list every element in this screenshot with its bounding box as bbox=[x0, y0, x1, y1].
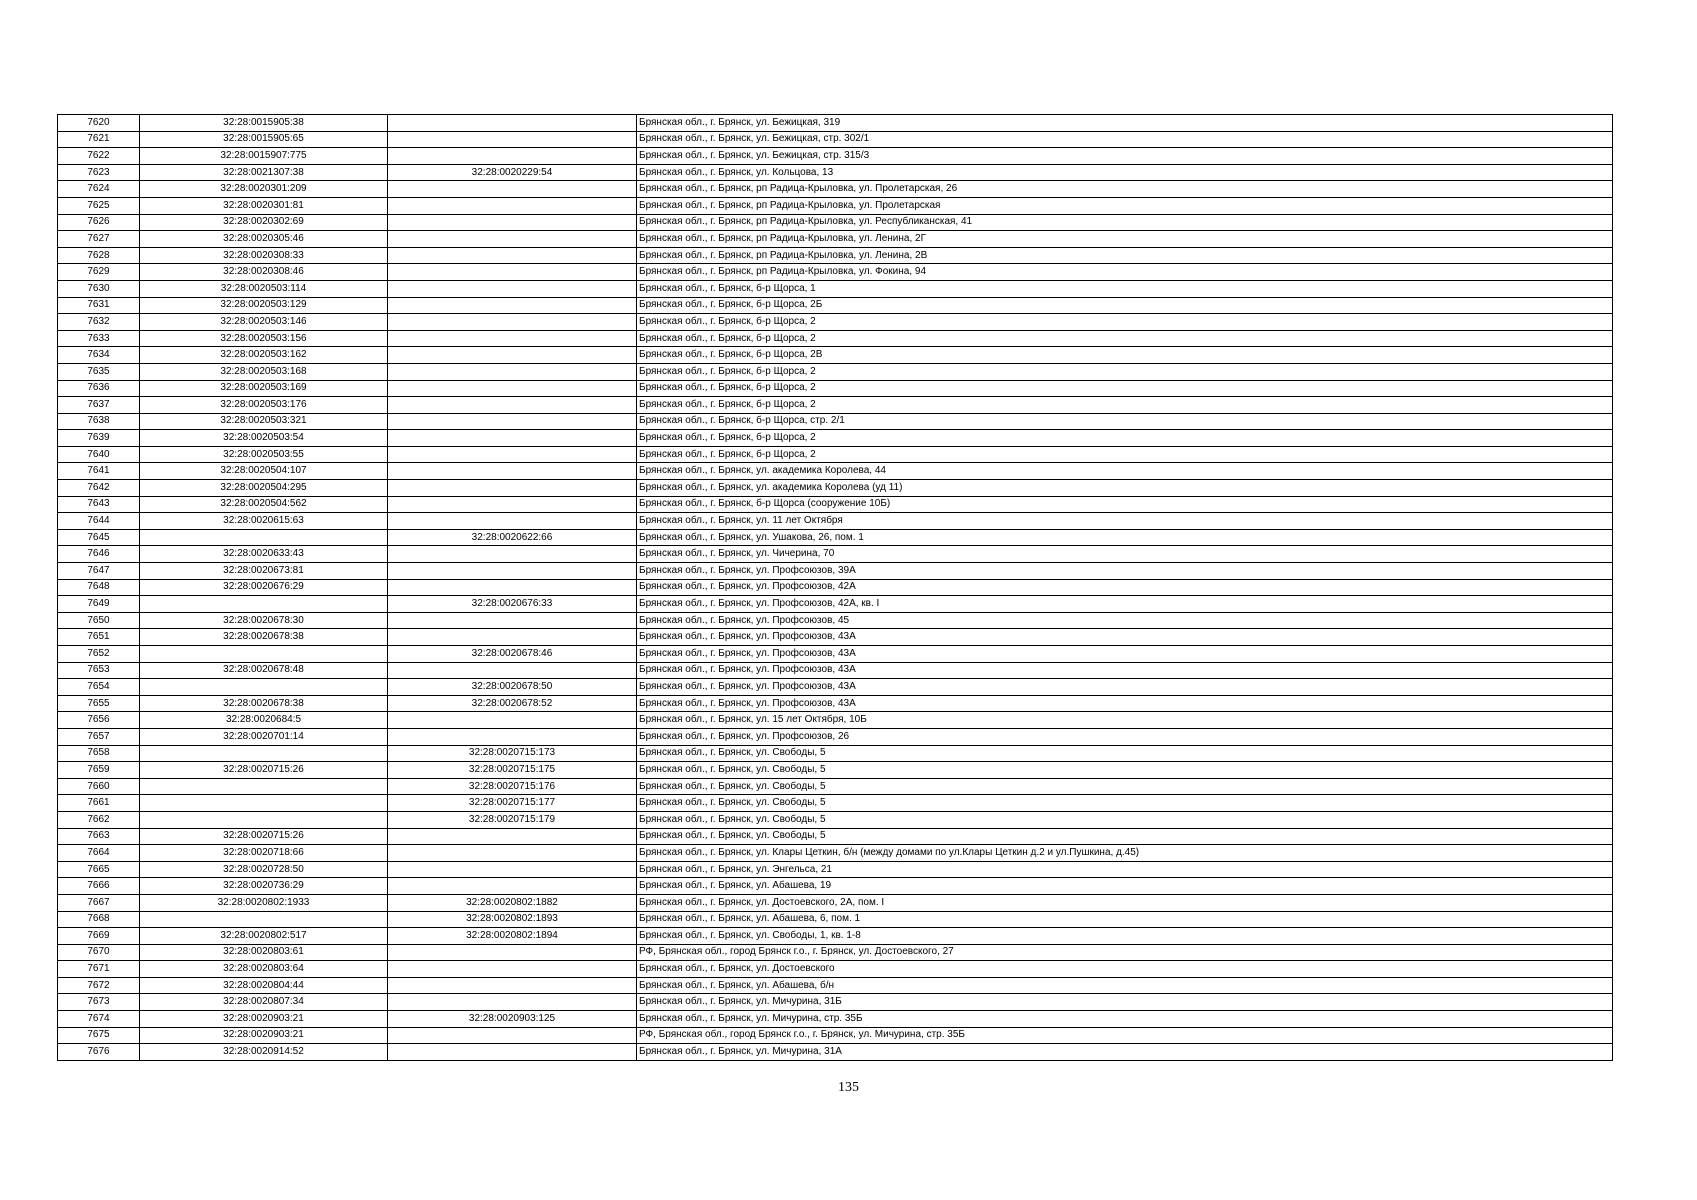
table-row bbox=[58, 1027, 1613, 1044]
row-number-cell: 7675 bbox=[58, 1027, 140, 1044]
table-row bbox=[58, 131, 1613, 148]
row-number-cell: 7663 bbox=[58, 828, 140, 845]
address-cell: РФ, Брянская обл., город Брянск г.о., г. Брянск, ул. Достоевского, 27 bbox=[637, 944, 1613, 961]
related-cadastral-number-cell bbox=[388, 380, 637, 397]
related-cadastral-number-cell bbox=[388, 878, 637, 895]
address-cell: Брянская обл., г. Брянск, ул. Профсоюзов, 45 bbox=[637, 612, 1613, 629]
cadastral-number-cell bbox=[140, 745, 388, 762]
address-cell: Брянская обл., г. Брянск, ул. Профсоюзов, 26 bbox=[637, 728, 1613, 745]
cadastral-number-cell: 32:28:0015905:38 bbox=[140, 115, 388, 132]
cadastral-number-cell bbox=[140, 646, 388, 663]
table-row bbox=[58, 745, 1613, 762]
related-cadastral-number-cell bbox=[388, 214, 637, 231]
table-row bbox=[58, 629, 1613, 646]
table-row bbox=[58, 596, 1613, 613]
cadastral-number-cell bbox=[140, 679, 388, 696]
cadastral-number-cell: 32:28:0020504:562 bbox=[140, 496, 388, 513]
row-number-cell: 7639 bbox=[58, 430, 140, 447]
table-row bbox=[58, 695, 1613, 712]
row-number-cell: 7674 bbox=[58, 1011, 140, 1028]
row-number-cell: 7667 bbox=[58, 894, 140, 911]
page-number: 135 bbox=[838, 1080, 859, 1095]
cadastral-number-cell: 32:28:0020301:81 bbox=[140, 197, 388, 214]
address-cell: Брянская обл., г. Брянск, рп Радица-Крыловка, ул. Республиканская, 41 bbox=[637, 214, 1613, 231]
cadastral-number-cell: 32:28:0020728:50 bbox=[140, 861, 388, 878]
cadastral-number-cell: 32:28:0020903:21 bbox=[140, 1011, 388, 1028]
address-cell: Брянская обл., г. Брянск, ул. Свободы, 5 bbox=[637, 778, 1613, 795]
address-cell: Брянская обл., г. Брянск, ул. 15 лет Октября, 10Б bbox=[637, 712, 1613, 729]
cadastral-number-cell: 32:28:0020736:29 bbox=[140, 878, 388, 895]
address-cell: Брянская обл., г. Брянск, ул. Профсоюзов, 43А bbox=[637, 646, 1613, 663]
row-number-cell: 7620 bbox=[58, 115, 140, 132]
address-cell: Брянская обл., г. Брянск, ул. Чичерина, 70 bbox=[637, 546, 1613, 563]
row-number-cell: 7622 bbox=[58, 148, 140, 165]
related-cadastral-number-cell bbox=[388, 1044, 637, 1061]
related-cadastral-number-cell: 32:28:0020715:179 bbox=[388, 811, 637, 828]
related-cadastral-number-cell bbox=[388, 546, 637, 563]
related-cadastral-number-cell bbox=[388, 430, 637, 447]
cadastral-number-cell: 32:28:0020504:107 bbox=[140, 463, 388, 480]
cadastral-number-cell: 32:28:0020673:81 bbox=[140, 563, 388, 580]
related-cadastral-number-cell bbox=[388, 131, 637, 148]
cadastral-number-cell: 32:28:0020802:1933 bbox=[140, 894, 388, 911]
row-number-cell: 7664 bbox=[58, 845, 140, 862]
address-cell: Брянская обл., г. Брянск, ул. Свободы, 5 bbox=[637, 811, 1613, 828]
cadastral-number-cell: 32:28:0020615:63 bbox=[140, 513, 388, 530]
address-cell: Брянская обл., г. Брянск, б-р Щорса, 2 bbox=[637, 363, 1613, 380]
row-number-cell: 7641 bbox=[58, 463, 140, 480]
row-number-cell: 7653 bbox=[58, 662, 140, 679]
row-number-cell: 7637 bbox=[58, 397, 140, 414]
address-cell: Брянская обл., г. Брянск, ул. Достоевского, 2А, пом. I bbox=[637, 894, 1613, 911]
table-row bbox=[58, 646, 1613, 663]
related-cadastral-number-cell bbox=[388, 314, 637, 331]
cadastral-number-cell: 32:28:0020504:295 bbox=[140, 480, 388, 497]
row-number-cell: 7657 bbox=[58, 728, 140, 745]
table-row bbox=[58, 612, 1613, 629]
related-cadastral-number-cell bbox=[388, 662, 637, 679]
table-row bbox=[58, 1011, 1613, 1028]
table-body bbox=[58, 115, 1613, 1061]
cadastral-number-cell: 32:28:0020503:146 bbox=[140, 314, 388, 331]
table-row bbox=[58, 662, 1613, 679]
property-registry-table bbox=[57, 114, 1613, 1061]
cadastral-number-cell: 32:28:0020308:46 bbox=[140, 264, 388, 281]
row-number-cell: 7642 bbox=[58, 480, 140, 497]
row-number-cell: 7647 bbox=[58, 563, 140, 580]
table-row bbox=[58, 380, 1613, 397]
address-cell: Брянская обл., г. Брянск, ул. Свободы, 5 bbox=[637, 795, 1613, 812]
address-cell: Брянская обл., г. Брянск, рп Радица-Крыловка, ул. Фокина, 94 bbox=[637, 264, 1613, 281]
row-number-cell: 7629 bbox=[58, 264, 140, 281]
table-row bbox=[58, 463, 1613, 480]
address-cell: Брянская обл., г. Брянск, ул. Профсоюзов, 43А bbox=[637, 629, 1613, 646]
related-cadastral-number-cell: 32:28:0020676:33 bbox=[388, 596, 637, 613]
table-row bbox=[58, 861, 1613, 878]
row-number-cell: 7661 bbox=[58, 795, 140, 812]
cadastral-number-cell: 32:28:0020678:38 bbox=[140, 695, 388, 712]
row-number-cell: 7630 bbox=[58, 280, 140, 297]
row-number-cell: 7665 bbox=[58, 861, 140, 878]
related-cadastral-number-cell: 32:28:0020715:176 bbox=[388, 778, 637, 795]
row-number-cell: 7621 bbox=[58, 131, 140, 148]
table-row bbox=[58, 264, 1613, 281]
cadastral-number-cell: 32:28:0020503:55 bbox=[140, 446, 388, 463]
address-cell: Брянская обл., г. Брянск, ул. академика Королева, 44 bbox=[637, 463, 1613, 480]
address-cell: Брянская обл., г. Брянск, рп Радица-Крыловка, ул. Пролетарская bbox=[637, 197, 1613, 214]
related-cadastral-number-cell bbox=[388, 446, 637, 463]
cadastral-number-cell: 32:28:0020803:64 bbox=[140, 961, 388, 978]
related-cadastral-number-cell: 32:28:0020802:1882 bbox=[388, 894, 637, 911]
related-cadastral-number-cell bbox=[388, 363, 637, 380]
address-cell: Брянская обл., г. Брянск, б-р Щорса, 2 bbox=[637, 430, 1613, 447]
address-cell: Брянская обл., г. Брянск, ул. Абашева, б/н bbox=[637, 977, 1613, 994]
related-cadastral-number-cell bbox=[388, 861, 637, 878]
related-cadastral-number-cell bbox=[388, 563, 637, 580]
related-cadastral-number-cell bbox=[388, 463, 637, 480]
row-number-cell: 7651 bbox=[58, 629, 140, 646]
cadastral-number-cell: 32:28:0020804:44 bbox=[140, 977, 388, 994]
cadastral-number-cell: 32:28:0020715:26 bbox=[140, 762, 388, 779]
table-row bbox=[58, 795, 1613, 812]
address-cell: Брянская обл., г. Брянск, ул. Бежицкая, стр. 302/1 bbox=[637, 131, 1613, 148]
table-row bbox=[58, 1044, 1613, 1061]
row-number-cell: 7656 bbox=[58, 712, 140, 729]
address-cell: Брянская обл., г. Брянск, ул. Профсоюзов, 42А, кв. I bbox=[637, 596, 1613, 613]
table-row bbox=[58, 397, 1613, 414]
related-cadastral-number-cell bbox=[388, 712, 637, 729]
row-number-cell: 7638 bbox=[58, 413, 140, 430]
address-cell: Брянская обл., г. Брянск, б-р Щорса (сооружение 10Б) bbox=[637, 496, 1613, 513]
related-cadastral-number-cell bbox=[388, 115, 637, 132]
address-cell: Брянская обл., г. Брянск, ул. Клары Цеткин, б/н (между домами по ул.Клары Цеткин д.2 и ул.Пушкина, д.45) bbox=[637, 845, 1613, 862]
cadastral-number-cell: 32:28:0020503:169 bbox=[140, 380, 388, 397]
table-row bbox=[58, 413, 1613, 430]
table-row bbox=[58, 977, 1613, 994]
row-number-cell: 7644 bbox=[58, 513, 140, 530]
cadastral-number-cell bbox=[140, 795, 388, 812]
row-number-cell: 7624 bbox=[58, 181, 140, 198]
cadastral-number-cell: 32:28:0020503:176 bbox=[140, 397, 388, 414]
cadastral-number-cell: 32:28:0020503:156 bbox=[140, 330, 388, 347]
row-number-cell: 7650 bbox=[58, 612, 140, 629]
table-row bbox=[58, 811, 1613, 828]
address-cell: Брянская обл., г. Брянск, рп Радица-Крыловка, ул. Пролетарская, 26 bbox=[637, 181, 1613, 198]
table-row bbox=[58, 961, 1613, 978]
address-cell: Брянская обл., г. Брянск, ул. Свободы, 1, кв. 1-8 bbox=[637, 928, 1613, 945]
address-cell: Брянская обл., г. Брянск, б-р Щорса, 2В bbox=[637, 347, 1613, 364]
cadastral-number-cell: 32:28:0020701:14 bbox=[140, 728, 388, 745]
row-number-cell: 7640 bbox=[58, 446, 140, 463]
cadastral-number-cell: 32:28:0020305:46 bbox=[140, 231, 388, 248]
cadastral-number-cell bbox=[140, 529, 388, 546]
related-cadastral-number-cell bbox=[388, 961, 637, 978]
table-row bbox=[58, 347, 1613, 364]
row-number-cell: 7628 bbox=[58, 247, 140, 264]
address-cell: Брянская обл., г. Брянск, ул. Мичурина, стр. 35Б bbox=[637, 1011, 1613, 1028]
row-number-cell: 7636 bbox=[58, 380, 140, 397]
related-cadastral-number-cell bbox=[388, 197, 637, 214]
table-row bbox=[58, 878, 1613, 895]
related-cadastral-number-cell: 32:28:0020678:46 bbox=[388, 646, 637, 663]
row-number-cell: 7660 bbox=[58, 778, 140, 795]
related-cadastral-number-cell bbox=[388, 994, 637, 1011]
cadastral-number-cell: 32:28:0020301:209 bbox=[140, 181, 388, 198]
cadastral-number-cell: 32:28:0020914:52 bbox=[140, 1044, 388, 1061]
table-row bbox=[58, 247, 1613, 264]
related-cadastral-number-cell bbox=[388, 496, 637, 513]
table-row bbox=[58, 496, 1613, 513]
row-number-cell: 7655 bbox=[58, 695, 140, 712]
cadastral-number-cell: 32:28:0015907:775 bbox=[140, 148, 388, 165]
table-row bbox=[58, 728, 1613, 745]
related-cadastral-number-cell bbox=[388, 413, 637, 430]
cadastral-number-cell bbox=[140, 596, 388, 613]
cadastral-number-cell: 32:28:0020676:29 bbox=[140, 579, 388, 596]
address-cell: РФ, Брянская обл., город Брянск г.о., г. Брянск, ул. Мичурина, стр. 35Б bbox=[637, 1027, 1613, 1044]
cadastral-number-cell: 32:28:0020503:321 bbox=[140, 413, 388, 430]
related-cadastral-number-cell: 32:28:0020802:1893 bbox=[388, 911, 637, 928]
cadastral-number-cell: 32:28:0020678:30 bbox=[140, 612, 388, 629]
related-cadastral-number-cell bbox=[388, 612, 637, 629]
row-number-cell: 7635 bbox=[58, 363, 140, 380]
table-row bbox=[58, 529, 1613, 546]
table-row bbox=[58, 231, 1613, 248]
cadastral-number-cell: 32:28:0020503:168 bbox=[140, 363, 388, 380]
row-number-cell: 7668 bbox=[58, 911, 140, 928]
table-row bbox=[58, 330, 1613, 347]
row-number-cell: 7671 bbox=[58, 961, 140, 978]
cadastral-number-cell: 32:28:0020503:129 bbox=[140, 297, 388, 314]
row-number-cell: 7652 bbox=[58, 646, 140, 663]
address-cell: Брянская обл., г. Брянск, ул. Профсоюзов, 42А bbox=[637, 579, 1613, 596]
related-cadastral-number-cell bbox=[388, 247, 637, 264]
row-number-cell: 7645 bbox=[58, 529, 140, 546]
address-cell: Брянская обл., г. Брянск, ул. 11 лет Октября bbox=[637, 513, 1613, 530]
table-row bbox=[58, 513, 1613, 530]
related-cadastral-number-cell bbox=[388, 148, 637, 165]
table-row bbox=[58, 115, 1613, 132]
address-cell: Брянская обл., г. Брянск, ул. Свободы, 5 bbox=[637, 762, 1613, 779]
address-cell: Брянская обл., г. Брянск, б-р Щорса, 1 bbox=[637, 280, 1613, 297]
related-cadastral-number-cell bbox=[388, 280, 637, 297]
table-row bbox=[58, 280, 1613, 297]
table-row bbox=[58, 778, 1613, 795]
row-number-cell: 7643 bbox=[58, 496, 140, 513]
cadastral-number-cell: 32:28:0020678:48 bbox=[140, 662, 388, 679]
cadastral-number-cell: 32:28:0020503:54 bbox=[140, 430, 388, 447]
table-row bbox=[58, 712, 1613, 729]
row-number-cell: 7662 bbox=[58, 811, 140, 828]
row-number-cell: 7659 bbox=[58, 762, 140, 779]
table-row bbox=[58, 894, 1613, 911]
row-number-cell: 7672 bbox=[58, 977, 140, 994]
table-row bbox=[58, 480, 1613, 497]
cadastral-number-cell: 32:28:0015905:65 bbox=[140, 131, 388, 148]
table-row bbox=[58, 314, 1613, 331]
related-cadastral-number-cell: 32:28:0020715:173 bbox=[388, 745, 637, 762]
address-cell: Брянская обл., г. Брянск, ул. Бежицкая, стр. 315/3 bbox=[637, 148, 1613, 165]
row-number-cell: 7623 bbox=[58, 164, 140, 181]
table-row bbox=[58, 197, 1613, 214]
related-cadastral-number-cell: 32:28:0020715:177 bbox=[388, 795, 637, 812]
address-cell: Брянская обл., г. Брянск, ул. Мичурина, 31А bbox=[637, 1044, 1613, 1061]
address-cell: Брянская обл., г. Брянск, ул. Бежицкая, 319 bbox=[637, 115, 1613, 132]
table-row bbox=[58, 181, 1613, 198]
cadastral-number-cell: 32:28:0020633:43 bbox=[140, 546, 388, 563]
row-number-cell: 7669 bbox=[58, 928, 140, 945]
cadastral-number-cell: 32:28:0020802:517 bbox=[140, 928, 388, 945]
address-cell: Брянская обл., г. Брянск, ул. Достоевского bbox=[637, 961, 1613, 978]
related-cadastral-number-cell: 32:28:0020715:175 bbox=[388, 762, 637, 779]
table-row bbox=[58, 928, 1613, 945]
row-number-cell: 7631 bbox=[58, 297, 140, 314]
related-cadastral-number-cell: 32:28:0020678:50 bbox=[388, 679, 637, 696]
table-row bbox=[58, 828, 1613, 845]
table-row bbox=[58, 679, 1613, 696]
table-row bbox=[58, 845, 1613, 862]
address-cell: Брянская обл., г. Брянск, б-р Щорса, 2 bbox=[637, 314, 1613, 331]
row-number-cell: 7633 bbox=[58, 330, 140, 347]
cadastral-number-cell: 32:28:0020678:38 bbox=[140, 629, 388, 646]
row-number-cell: 7654 bbox=[58, 679, 140, 696]
row-number-cell: 7632 bbox=[58, 314, 140, 331]
table-row bbox=[58, 363, 1613, 380]
address-cell: Брянская обл., г. Брянск, б-р Щорса, стр. 2/1 bbox=[637, 413, 1613, 430]
table-row bbox=[58, 944, 1613, 961]
address-cell: Брянская обл., г. Брянск, ул. Профсоюзов, 43А bbox=[637, 679, 1613, 696]
row-number-cell: 7649 bbox=[58, 596, 140, 613]
related-cadastral-number-cell: 32:28:0020903:125 bbox=[388, 1011, 637, 1028]
cadastral-number-cell: 32:28:0020807:34 bbox=[140, 994, 388, 1011]
table-row bbox=[58, 579, 1613, 596]
address-cell: Брянская обл., г. Брянск, ул. Свободы, 5 bbox=[637, 745, 1613, 762]
address-cell: Брянская обл., г. Брянск, ул. Свободы, 5 bbox=[637, 828, 1613, 845]
row-number-cell: 7627 bbox=[58, 231, 140, 248]
row-number-cell: 7646 bbox=[58, 546, 140, 563]
cadastral-number-cell: 32:28:0020803:61 bbox=[140, 944, 388, 961]
address-cell: Брянская обл., г. Брянск, рп Радица-Крыловка, ул. Ленина, 2Г bbox=[637, 231, 1613, 248]
cadastral-number-cell: 32:28:0021307:38 bbox=[140, 164, 388, 181]
address-cell: Брянская обл., г. Брянск, ул. Профсоюзов, 39А bbox=[637, 563, 1613, 580]
related-cadastral-number-cell: 32:28:0020678:52 bbox=[388, 695, 637, 712]
related-cadastral-number-cell bbox=[388, 977, 637, 994]
related-cadastral-number-cell bbox=[388, 397, 637, 414]
table-row bbox=[58, 446, 1613, 463]
address-cell: Брянская обл., г. Брянск, б-р Щорса, 2 bbox=[637, 380, 1613, 397]
cadastral-number-cell: 32:28:0020302:69 bbox=[140, 214, 388, 231]
table-row bbox=[58, 994, 1613, 1011]
row-number-cell: 7676 bbox=[58, 1044, 140, 1061]
related-cadastral-number-cell bbox=[388, 728, 637, 745]
table-row bbox=[58, 430, 1613, 447]
related-cadastral-number-cell: 32:28:0020229:54 bbox=[388, 164, 637, 181]
related-cadastral-number-cell bbox=[388, 181, 637, 198]
address-cell: Брянская обл., г. Брянск, ул. Профсоюзов, 43А bbox=[637, 662, 1613, 679]
cadastral-number-cell: 32:28:0020503:162 bbox=[140, 347, 388, 364]
row-number-cell: 7648 bbox=[58, 579, 140, 596]
address-cell: Брянская обл., г. Брянск, б-р Щорса, 2 bbox=[637, 330, 1613, 347]
cadastral-number-cell bbox=[140, 811, 388, 828]
related-cadastral-number-cell bbox=[388, 1027, 637, 1044]
related-cadastral-number-cell: 32:28:0020622:66 bbox=[388, 529, 637, 546]
related-cadastral-number-cell bbox=[388, 629, 637, 646]
related-cadastral-number-cell bbox=[388, 330, 637, 347]
address-cell: Брянская обл., г. Брянск, ул. Профсоюзов, 43А bbox=[637, 695, 1613, 712]
related-cadastral-number-cell bbox=[388, 828, 637, 845]
cadastral-number-cell: 32:28:0020715:26 bbox=[140, 828, 388, 845]
row-number-cell: 7626 bbox=[58, 214, 140, 231]
related-cadastral-number-cell bbox=[388, 513, 637, 530]
table-row bbox=[58, 297, 1613, 314]
row-number-cell: 7670 bbox=[58, 944, 140, 961]
address-cell: Брянская обл., г. Брянск, ул. Абашева, 19 bbox=[637, 878, 1613, 895]
related-cadastral-number-cell: 32:28:0020802:1894 bbox=[388, 928, 637, 945]
table-row bbox=[58, 546, 1613, 563]
table-row bbox=[58, 911, 1613, 928]
row-number-cell: 7673 bbox=[58, 994, 140, 1011]
address-cell: Брянская обл., г. Брянск, ул. Абашева, 6, пом. 1 bbox=[637, 911, 1613, 928]
row-number-cell: 7625 bbox=[58, 197, 140, 214]
related-cadastral-number-cell bbox=[388, 944, 637, 961]
table-row bbox=[58, 214, 1613, 231]
related-cadastral-number-cell bbox=[388, 231, 637, 248]
table-row bbox=[58, 762, 1613, 779]
cadastral-number-cell bbox=[140, 911, 388, 928]
row-number-cell: 7658 bbox=[58, 745, 140, 762]
address-cell: Брянская обл., г. Брянск, ул. Ушакова, 26, пом. 1 bbox=[637, 529, 1613, 546]
cadastral-number-cell: 32:28:0020903:21 bbox=[140, 1027, 388, 1044]
address-cell: Брянская обл., г. Брянск, ул. Энгельса, 21 bbox=[637, 861, 1613, 878]
related-cadastral-number-cell bbox=[388, 480, 637, 497]
table-row bbox=[58, 148, 1613, 165]
cadastral-number-cell: 32:28:0020308:33 bbox=[140, 247, 388, 264]
related-cadastral-number-cell bbox=[388, 845, 637, 862]
related-cadastral-number-cell bbox=[388, 264, 637, 281]
related-cadastral-number-cell bbox=[388, 347, 637, 364]
table-row bbox=[58, 563, 1613, 580]
row-number-cell: 7634 bbox=[58, 347, 140, 364]
related-cadastral-number-cell bbox=[388, 579, 637, 596]
cadastral-number-cell: 32:28:0020503:114 bbox=[140, 280, 388, 297]
address-cell: Брянская обл., г. Брянск, ул. Мичурина, 31Б bbox=[637, 994, 1613, 1011]
row-number-cell: 7666 bbox=[58, 878, 140, 895]
address-cell: Брянская обл., г. Брянск, б-р Щорса, 2 bbox=[637, 446, 1613, 463]
address-cell: Брянская обл., г. Брянск, рп Радица-Крыловка, ул. Ленина, 2В bbox=[637, 247, 1613, 264]
table-row bbox=[58, 164, 1613, 181]
related-cadastral-number-cell bbox=[388, 297, 637, 314]
address-cell: Брянская обл., г. Брянск, ул. Кольцова, 13 bbox=[637, 164, 1613, 181]
cadastral-number-cell bbox=[140, 778, 388, 795]
cadastral-number-cell: 32:28:0020718:66 bbox=[140, 845, 388, 862]
address-cell: Брянская обл., г. Брянск, ул. академика Королева (уд 11) bbox=[637, 480, 1613, 497]
cadastral-number-cell: 32:28:0020684:5 bbox=[140, 712, 388, 729]
address-cell: Брянская обл., г. Брянск, б-р Щорса, 2Б bbox=[637, 297, 1613, 314]
address-cell: Брянская обл., г. Брянск, б-р Щорса, 2 bbox=[637, 397, 1613, 414]
